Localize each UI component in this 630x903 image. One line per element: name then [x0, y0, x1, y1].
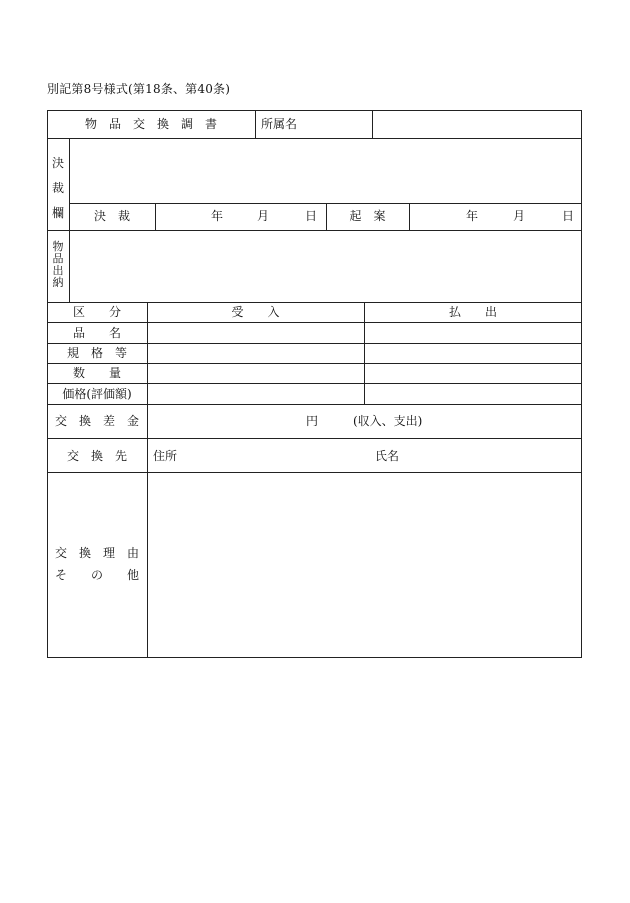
divider — [47, 343, 582, 344]
divider — [47, 404, 582, 405]
price-label: 価格(評価額) — [62, 387, 132, 401]
payment-label: 払 出 — [448, 305, 497, 319]
exchange-form-table — [47, 110, 582, 658]
reason-label-line1: 交 換 理 由 — [54, 546, 139, 560]
form-title: 物 品 交 換 調 書 — [84, 117, 217, 131]
spec-label: 規 格 等 — [66, 346, 127, 360]
decision-date-day: 日 — [305, 209, 318, 223]
divider — [147, 302, 148, 658]
divider — [47, 230, 582, 231]
divider — [409, 203, 410, 230]
divider — [47, 363, 582, 364]
divider — [47, 138, 582, 139]
divider — [47, 302, 582, 303]
divider — [47, 322, 582, 323]
address-label: 住所 — [153, 449, 178, 463]
receipt-label: 受 入 — [231, 305, 280, 319]
draft-label: 起 案 — [349, 209, 386, 223]
exchange-dest-label: 交 換 先 — [66, 449, 127, 463]
border-right — [581, 110, 582, 658]
name-label: 氏名 — [375, 449, 400, 463]
decision-date-year: 年 — [211, 209, 224, 223]
decision-label: 決 裁 — [93, 209, 130, 223]
border-top — [47, 110, 582, 111]
divider — [47, 383, 582, 384]
divider — [372, 110, 373, 138]
goods-output-label: 物品出納 — [52, 240, 64, 289]
item-name-label: 品 名 — [72, 326, 121, 340]
category-label: 区 分 — [72, 305, 121, 319]
draft-date-day: 日 — [562, 209, 575, 223]
divider — [47, 438, 582, 439]
draft-date-year: 年 — [466, 209, 479, 223]
draft-date-month: 月 — [513, 209, 526, 223]
divider — [255, 110, 256, 138]
affiliation-label: 所属名 — [261, 117, 298, 131]
divider — [155, 203, 156, 230]
yen-label: 円 — [306, 414, 319, 428]
exchange-diff-label: 交 換 差 金 — [54, 414, 139, 428]
decision-date-month: 月 — [257, 209, 270, 223]
quantity-label: 数 量 — [72, 366, 121, 380]
income-expense-label: (収入、支出) — [353, 414, 423, 428]
border-bottom — [47, 657, 582, 658]
divider — [47, 472, 582, 473]
reason-label-line2: そ の 他 — [54, 568, 139, 582]
decision-column-label: 決裁欄 — [51, 156, 64, 220]
form-caption: 別記第8号様式(第18条、第40条) — [47, 82, 231, 96]
